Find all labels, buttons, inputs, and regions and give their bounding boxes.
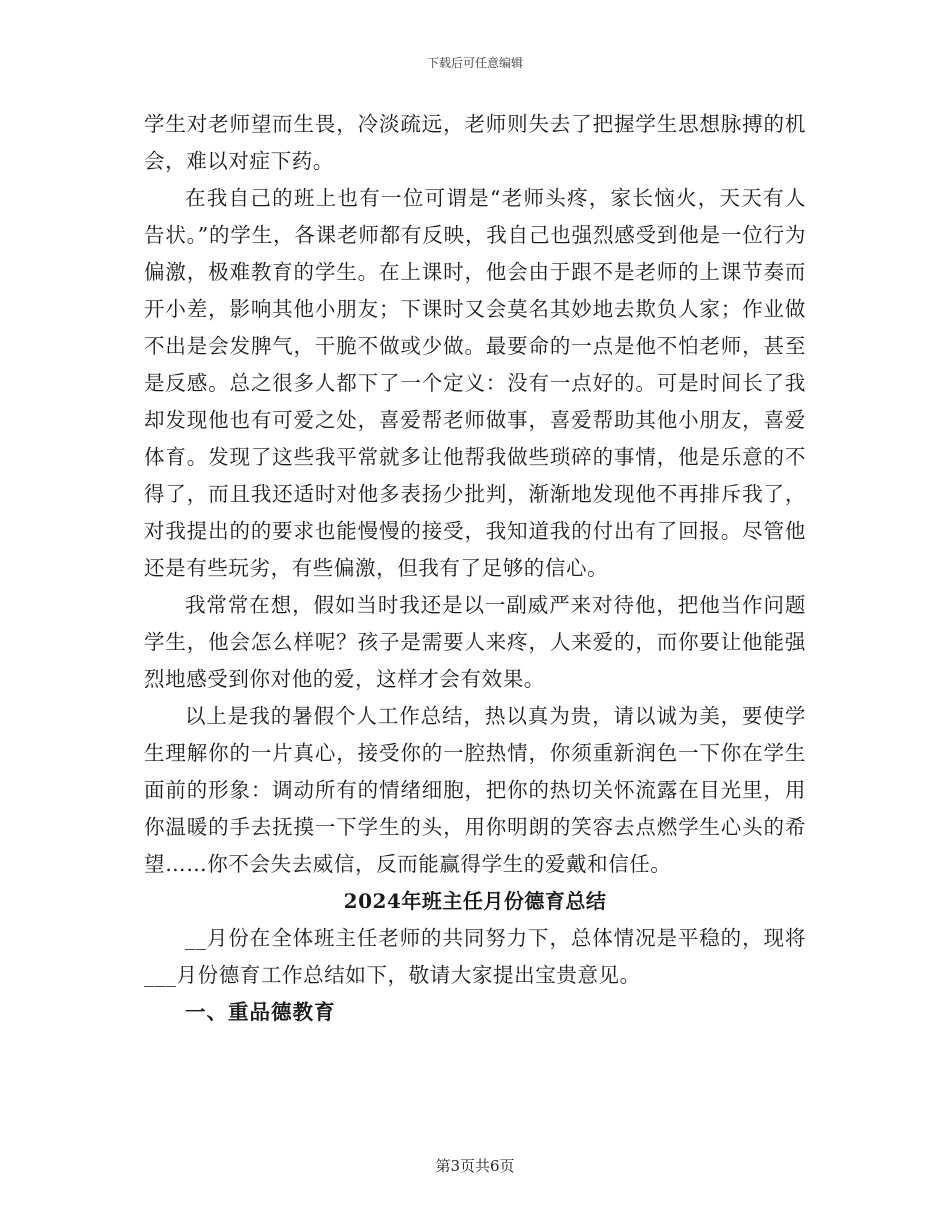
paragraph-1: 学生对老师望而生畏，冷淡疏远，老师则失去了把握学生思想脉搏的机会，难以对症下药。 [144, 112, 806, 173]
paragraph-2: 在我自己的班上也有一位可谓是“老师头疼，家长恼火，天天有人告状。”的学生，各课老师都有反映，我自己也强烈感受到他是一位行为偏激，极难教育的学生。在上课时，他会由于跟不是老师的上课节奏而开小差，影响其他小朋友；下课时又会莫名其妙地去欺负人家；作业做不出是会发脾气，干脆不做或少做。最要命的一点是他不怕老师，甚至是反感。总之很多人都下了一个定义：没有一点好的。可是时间长了我却发现他也有可爱之处，喜爱帮老师做事，喜爱帮助其他小朋友，喜爱体育。发现了这些我平常就多让他帮我做些琐碎的事情，他是乐意的不得了，而且我还适时对他多表扬少批判，渐渐地发现他不再排斥我了，对我提出的的要求也能慢慢的接受，我知道我的付出有了回报。尽管他还是有些玩劣，有些偏激，但我有了足够的信心。 [144, 186, 806, 580]
paragraph-3: 我常常在想，假如当时我还是以一副威严来对待他，把他当作问题学生，他会怎么样呢？孩子是需要人来疼，人来爱的，而你要让他能强烈地感受到你对他的爱，这样才会有效果。 [144, 593, 806, 691]
page-number: 第3页共6页 [435, 1157, 515, 1175]
section-heading: 一、重品德教育 [185, 1000, 336, 1024]
paragraph-4: 以上是我的暑假个人工作总结，热以真为贵，请以诚为美，要使学生理解你的一片真心，接受你的一腔热情，你须重新润色一下你在学生面前的形象：调动所有的情绪细胞，把你的热切关怀流露在目光里，用你温暖的手去抚摸一下学生的头，用你明朗的笑容去点燃学生心头的希望……你不会失去威信，反而能赢得学生的爱戴和信任。 [144, 704, 806, 876]
document-body [144, 106, 806, 1031]
page-header-note: 下载后可任意编辑 [426, 56, 523, 70]
document-title: 2024年班主任月份德育总结 [343, 889, 607, 913]
intro-paragraph: __月份在全体班主任老师的共同努力下，总体情况是平稳的，现将___月份德育工作总结如下，敬请大家提出宝贵意见。 [144, 926, 806, 987]
